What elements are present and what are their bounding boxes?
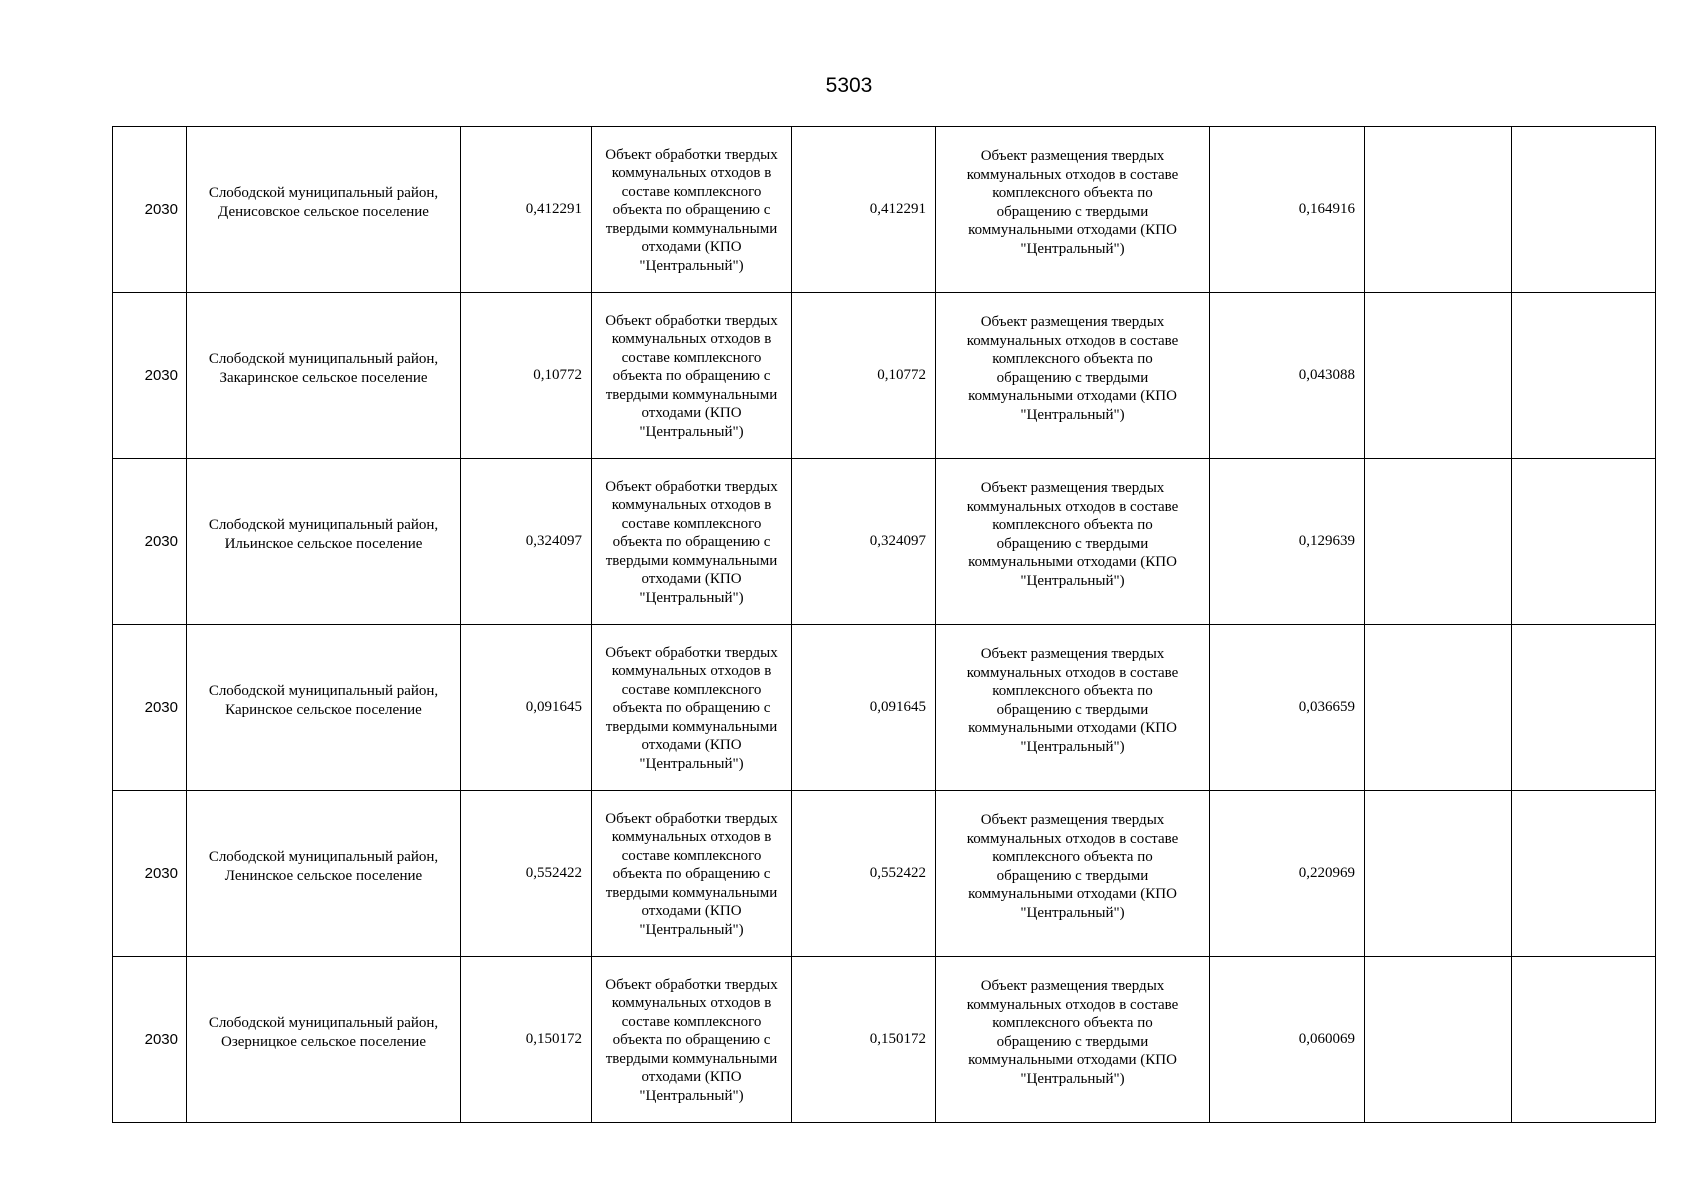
table-row <box>113 459 1656 625</box>
cell-empty <box>1365 957 1512 1123</box>
cell-value-3: 0,060069 <box>1210 957 1365 1123</box>
cell-year: 2030 <box>113 127 187 293</box>
cell-placement-object: Объект размещения твердых коммунальных отходов в составе комплексного объекта по обращению с твердыми коммунальными отходами (КПО "Центральный") <box>936 957 1210 1123</box>
cell-processing-object: Объект обработки твердых коммунальных отходов в составе комплексного объекта по обращению с твердыми коммунальными отходами (КПО "Центральный") <box>592 459 792 625</box>
cell-year: 2030 <box>113 293 187 459</box>
cell-empty <box>1365 127 1512 293</box>
cell-empty <box>1512 459 1656 625</box>
cell-value-2: 0,324097 <box>792 459 936 625</box>
cell-empty <box>1512 957 1656 1123</box>
cell-year: 2030 <box>113 625 187 791</box>
cell-value-1: 0,10772 <box>461 293 592 459</box>
cell-empty <box>1512 293 1656 459</box>
table-row <box>113 957 1656 1123</box>
table-row <box>113 293 1656 459</box>
cell-empty <box>1365 459 1512 625</box>
cell-empty <box>1365 293 1512 459</box>
cell-value-3: 0,036659 <box>1210 625 1365 791</box>
cell-year: 2030 <box>113 459 187 625</box>
cell-placement-object: Объект размещения твердых коммунальных отходов в составе комплексного объекта по обращению с твердыми коммунальными отходами (КПО "Центральный") <box>936 791 1210 957</box>
cell-year: 2030 <box>113 791 187 957</box>
cell-area: Слободской муниципальный район, Ильинское сельское поселение <box>187 459 461 625</box>
table-body <box>113 127 1656 1123</box>
cell-area: Слободской муниципальный район, Ленинское сельское поселение <box>187 791 461 957</box>
cell-empty <box>1365 625 1512 791</box>
cell-placement-object: Объект размещения твердых коммунальных отходов в составе комплексного объекта по обращению с твердыми коммунальными отходами (КПО "Центральный") <box>936 293 1210 459</box>
cell-processing-object: Объект обработки твердых коммунальных отходов в составе комплексного объекта по обращению с твердыми коммунальными отходами (КПО "Центральный") <box>592 293 792 459</box>
cell-empty <box>1512 625 1656 791</box>
cell-value-2: 0,412291 <box>792 127 936 293</box>
cell-area: Слободской муниципальный район, Каринское сельское поселение <box>187 625 461 791</box>
cell-processing-object: Объект обработки твердых коммунальных отходов в составе комплексного объекта по обращению с твердыми коммунальными отходами (КПО "Центральный") <box>592 625 792 791</box>
cell-processing-object: Объект обработки твердых коммунальных отходов в составе комплексного объекта по обращению с твердыми коммунальными отходами (КПО "Центральный") <box>592 127 792 293</box>
cell-value-2: 0,10772 <box>792 293 936 459</box>
cell-value-3: 0,164916 <box>1210 127 1365 293</box>
cell-value-1: 0,150172 <box>461 957 592 1123</box>
cell-value-1: 0,091645 <box>461 625 592 791</box>
cell-processing-object: Объект обработки твердых коммунальных отходов в составе комплексного объекта по обращению с твердыми коммунальными отходами (КПО "Центральный") <box>592 791 792 957</box>
cell-processing-object: Объект обработки твердых коммунальных отходов в составе комплексного объекта по обращению с твердыми коммунальными отходами (КПО "Центральный") <box>592 957 792 1123</box>
cell-empty <box>1512 127 1656 293</box>
waste-objects-table <box>112 126 1656 1123</box>
table-row <box>113 625 1656 791</box>
cell-area: Слободской муниципальный район, Закаринское сельское поселение <box>187 293 461 459</box>
cell-placement-object: Объект размещения твердых коммунальных отходов в составе комплексного объекта по обращению с твердыми коммунальными отходами (КПО "Центральный") <box>936 127 1210 293</box>
cell-value-3: 0,043088 <box>1210 293 1365 459</box>
cell-value-3: 0,220969 <box>1210 791 1365 957</box>
cell-value-1: 0,324097 <box>461 459 592 625</box>
cell-placement-object: Объект размещения твердых коммунальных отходов в составе комплексного объекта по обращению с твердыми коммунальными отходами (КПО "Центральный") <box>936 625 1210 791</box>
cell-value-2: 0,091645 <box>792 625 936 791</box>
cell-value-1: 0,412291 <box>461 127 592 293</box>
cell-value-3: 0,129639 <box>1210 459 1365 625</box>
page-number: 5303 <box>825 74 873 97</box>
cell-value-1: 0,552422 <box>461 791 592 957</box>
cell-empty <box>1365 791 1512 957</box>
cell-value-2: 0,552422 <box>792 791 936 957</box>
table-row <box>113 127 1656 293</box>
cell-area: Слободской муниципальный район, Озерницкое сельское поселение <box>187 957 461 1123</box>
table-row <box>113 791 1656 957</box>
cell-area: Слободской муниципальный район, Денисовское сельское поселение <box>187 127 461 293</box>
cell-year: 2030 <box>113 957 187 1123</box>
cell-empty <box>1512 791 1656 957</box>
cell-value-2: 0,150172 <box>792 957 936 1123</box>
cell-placement-object: Объект размещения твердых коммунальных отходов в составе комплексного объекта по обращению с твердыми коммунальными отходами (КПО "Центральный") <box>936 459 1210 625</box>
